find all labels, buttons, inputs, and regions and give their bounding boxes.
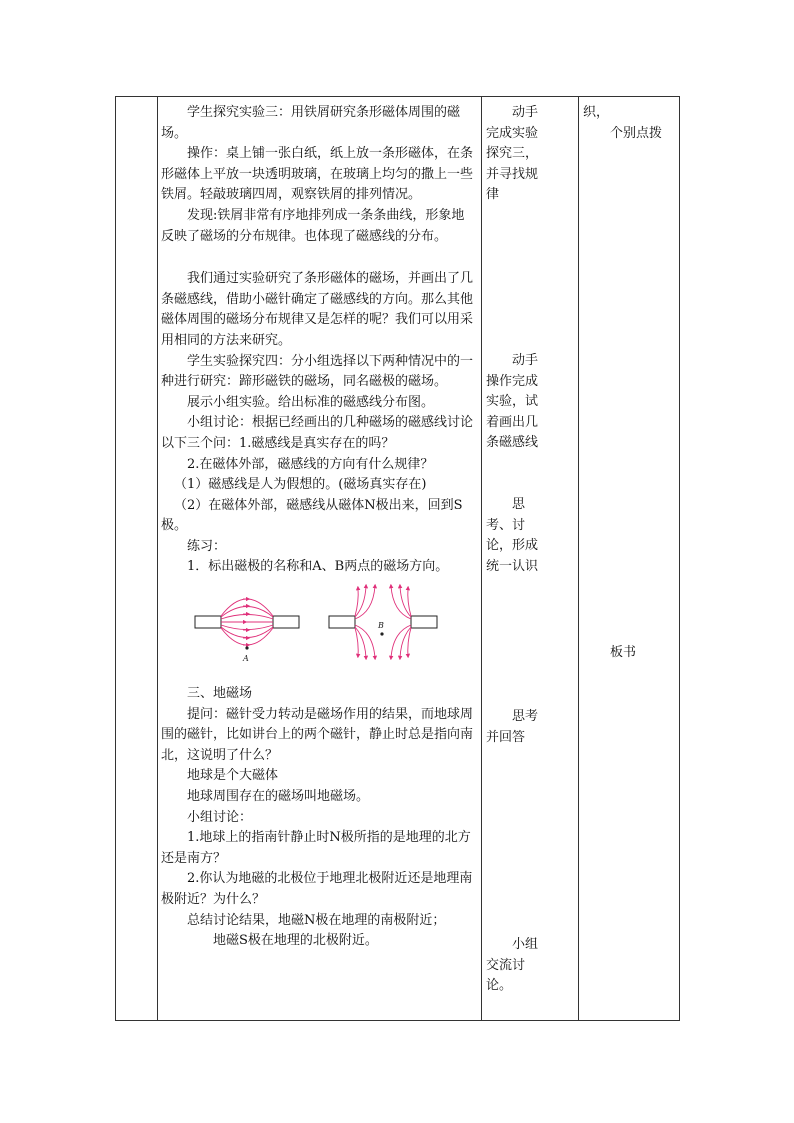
student-activity-2: 动手操作完成实验，试着画出几条磁感线 [486,353,539,451]
lesson-table [115,96,680,1021]
opposite-poles-diagram [195,599,299,663]
summary-line-2: 地磁S极在地理的北极附近。 [213,933,378,949]
experiment3-title: 学生探究实验三：用铁屑研究条形磁体周围的磁场。 [161,105,461,141]
earth-magnet-line: 地球是个大磁体 [187,768,279,784]
right-magnet [273,616,299,628]
magnetic-field-figure [161,582,477,674]
point-a [245,646,248,649]
right-magnet-2 [411,616,437,628]
teaching-content-column [161,97,477,952]
discussion-question-2: 2.在磁体外部，磁感线的方向有什么规律？ [187,456,434,472]
answer-2: （2）在磁体外部，磁感线从磁体N极出来，回到S极。 [161,497,463,534]
experiment3-operation: 操作：桌上铺一张白纸，纸上放一条形磁体，在条形磁体上平放一块透明玻璃，在玻璃上均匀的撒上一些铁屑。轻敲玻璃四周，观察铁屑的排列情况。 [161,146,474,203]
answer-1: （1）磁感线是人为假想的。(磁场真实存在) [174,477,427,493]
experiment3-finding: 发现:铁屑非常有序地排列成一条条曲线，形象地反映了磁场的分布规律。也体现了磁感线的分布。 [161,207,465,244]
show-paragraph: 展示小组实验。给出标准的磁感线分布图。 [187,394,435,410]
point-b [380,632,383,635]
column-divider [578,97,579,1020]
teacher-activity-1: 织， [583,105,610,120]
intro-paragraph: 我们通过实验研究了条形磁体的磁场，并画出了几条磁感线，借助小磁针确定了磁感线的方向。那么其他磁体周围的磁场分布规律又是怎样的呢？我们可以用采用相同的方法来研究。 [161,271,474,348]
teacher-activity-3: 板书 [610,645,637,660]
experiment4-paragraph: 学生实验探究四：分小组选择以下两种情况中的一种进行研究：蹄形磁铁的磁场，同名磁极的磁场。 [161,353,474,390]
group-question-2: 2.你认为地磁的北极位于地理北极附近还是地理南极附近？为什么？ [161,871,473,907]
group-question-1: 1.地球上的指南针静止时N极所指的是地理的北方还是南方？ [161,830,471,866]
question-paragraph: 提问：磁针受力转动是磁场作用的结果，而地球周围的磁针，比如讲台上的两个磁针，静止时总是指向南北，这说明了什么？ [161,706,474,763]
like-poles-diagram [329,586,437,658]
teacher-activity-2: 个别点拨 [610,126,663,141]
left-magnet [195,616,221,628]
summary-line-1: 总结讨论结果，地磁N极在地理的南极附近； [187,912,446,928]
point-a-label: A [243,654,249,664]
student-activity-4: 思考并回答 [486,709,539,745]
student-activity-3: 思考、讨论，形成统一认识 [486,497,539,574]
section3-heading: 三、地磁场 [187,686,253,702]
group-discussion-heading: 小组讨论： [187,809,253,825]
student-activity-5: 小组交流讨论。 [486,937,539,994]
geomagnetic-definition: 地球周围存在的磁场叫地磁场。 [187,789,370,805]
left-magnet-2 [329,616,355,628]
column-divider [157,97,158,1020]
student-activity-1: 动手完成实验探究三，并寻找规律 [486,105,539,203]
practice-heading: 练习： [187,538,227,554]
practice-question-1: 1．标出磁极的名称和A、B两点的磁场方向。 [187,559,449,575]
discussion-intro: 小组讨论：根据已经画出的几种磁场的磁感线讨论以下三个问：1.磁感线是真实存在的吗？ [161,415,474,451]
point-b-label: B [378,621,384,631]
column-divider [481,97,482,1020]
